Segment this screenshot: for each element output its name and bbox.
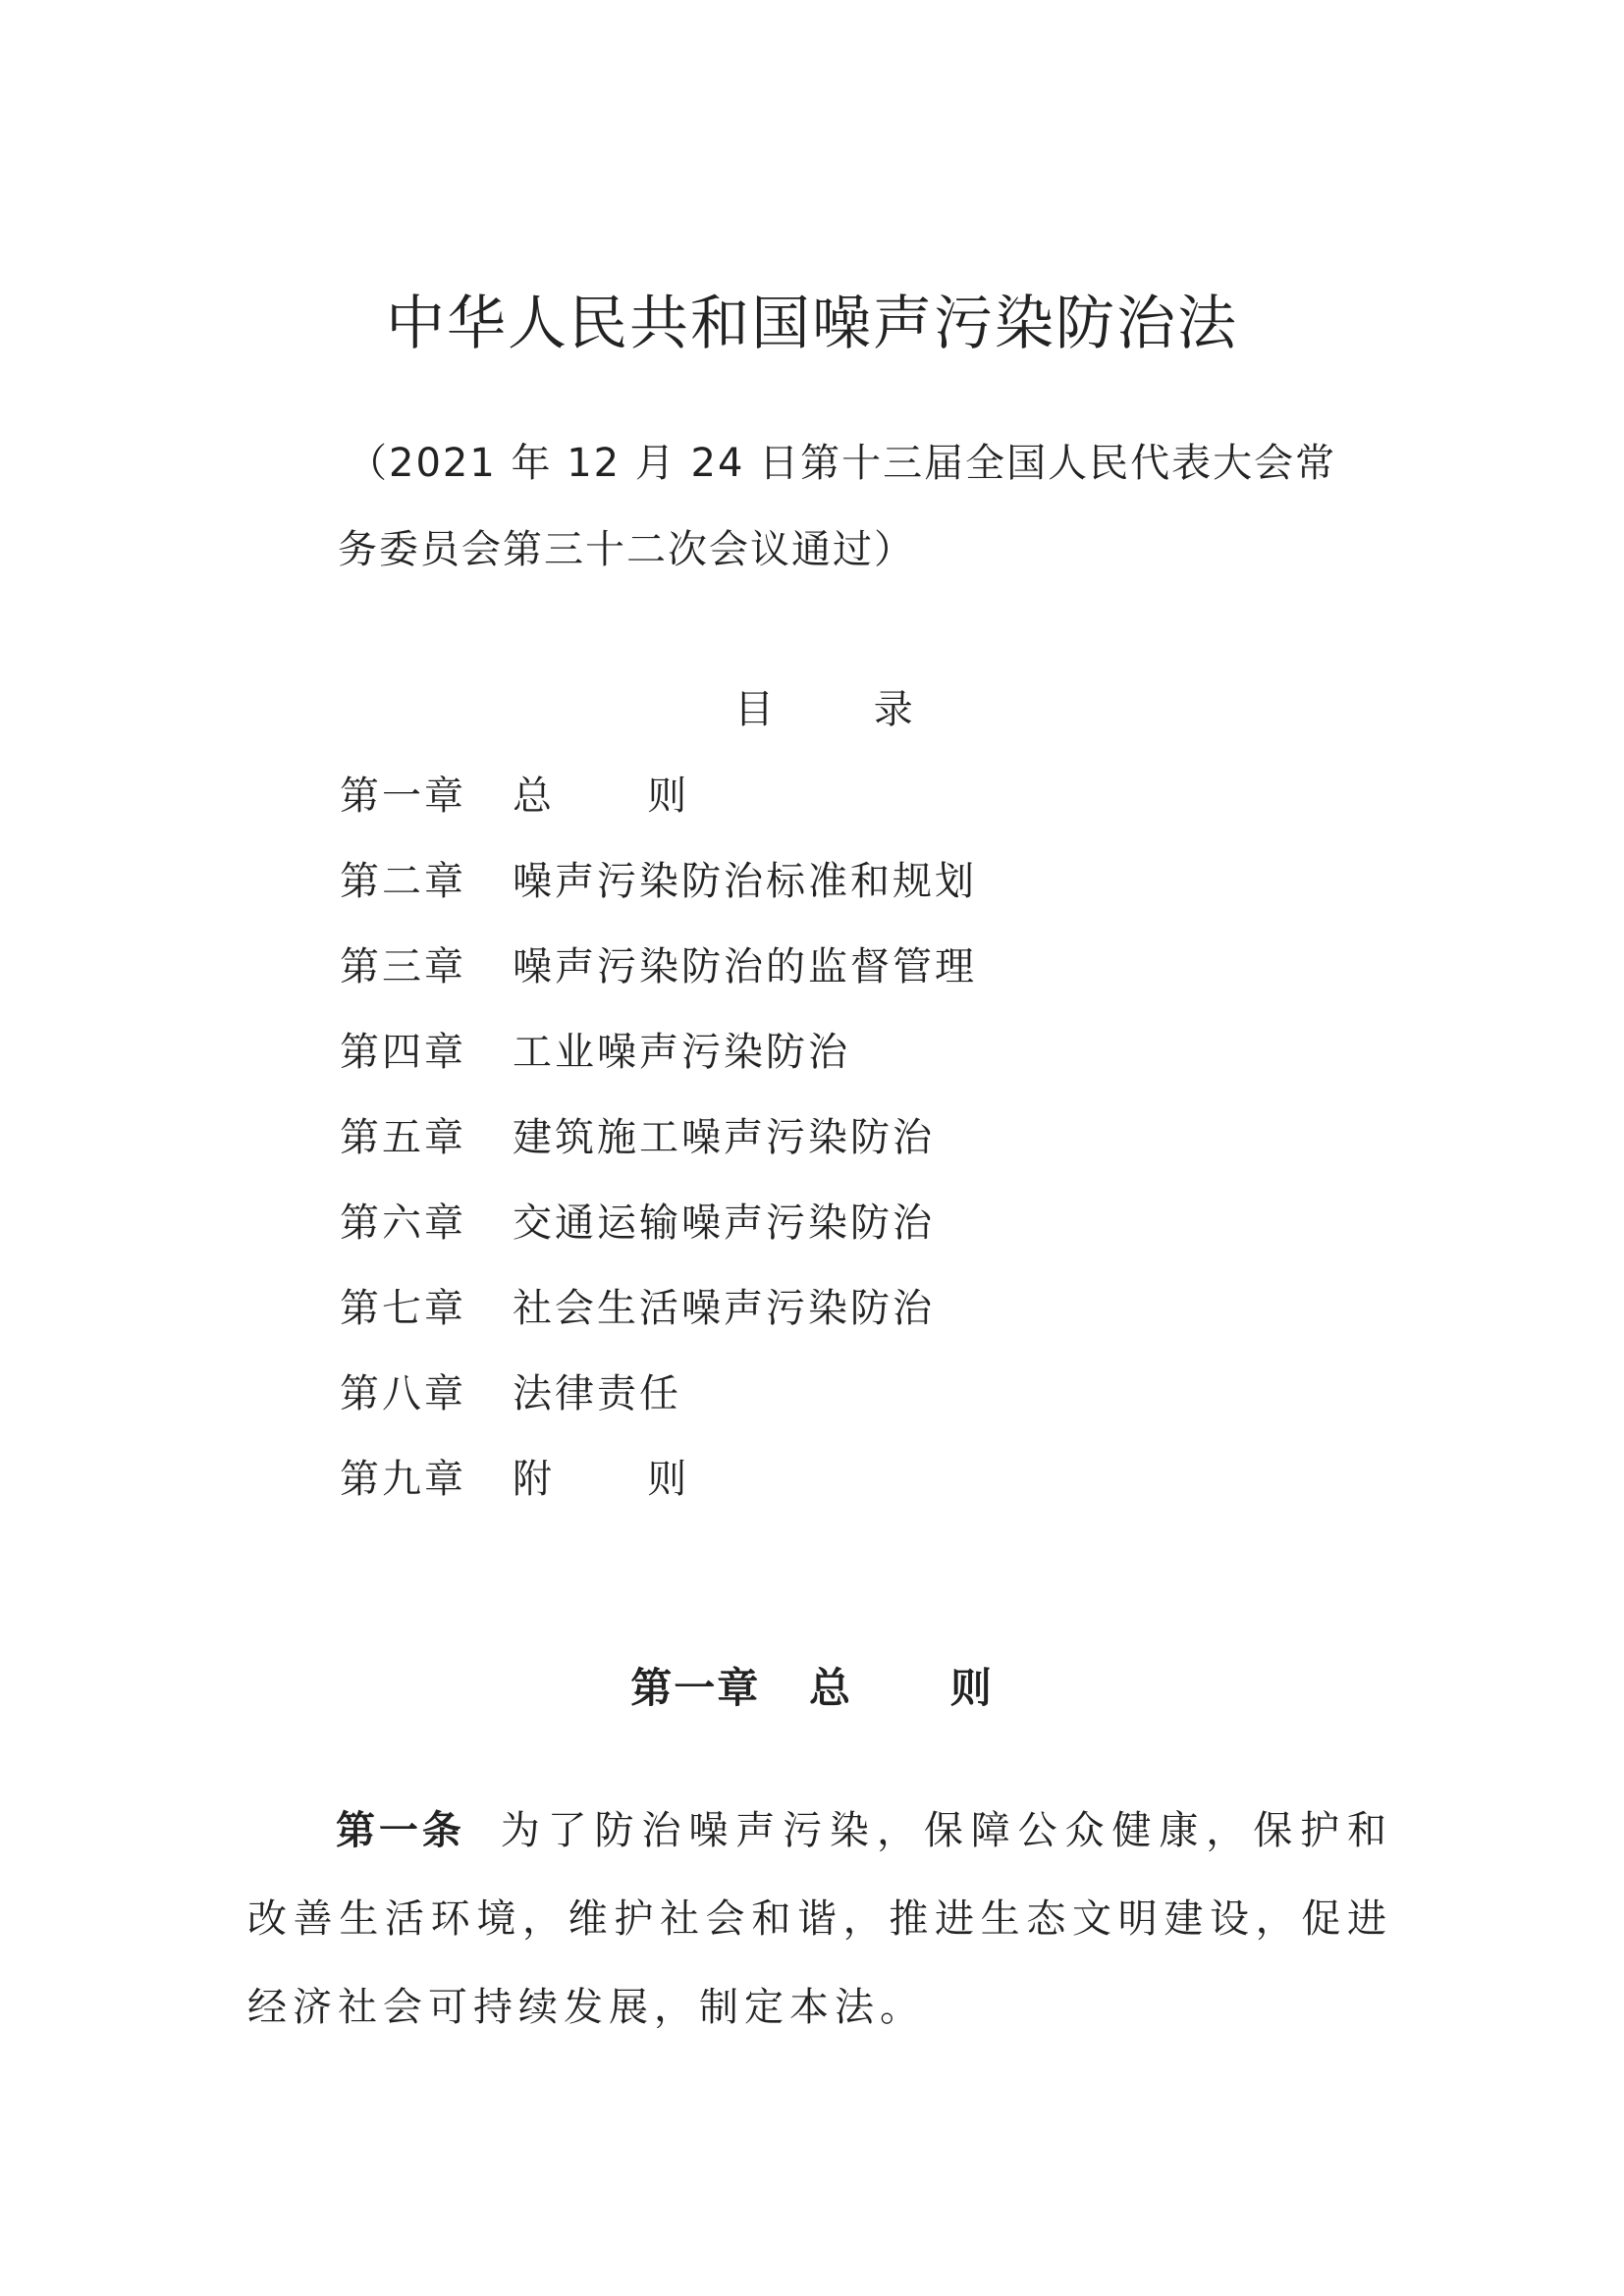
toc-chapter-number: 第五章 <box>340 1115 466 1160</box>
toc-chapter-title: 附 则 <box>513 1457 690 1502</box>
toc-item-chapter-1 <box>340 769 977 854</box>
toc-chapter-number: 第四章 <box>340 1030 466 1075</box>
toc-chapter-title: 法律责任 <box>513 1371 681 1416</box>
toc-heading: 目 录 <box>734 687 913 732</box>
toc-chapter-number: 第七章 <box>340 1286 466 1331</box>
toc-item-chapter-2 <box>340 854 977 939</box>
adoption-note-line-1: （2021 年 12 月 24 日第十三届全国人民代表大会常 <box>348 441 1337 486</box>
article-text: 为了防治噪声污染，保障公众健康，保护和改善生活环境，维护社会和谐，推进生态文明建设，促进经济社会可持续发展，制定本法。 <box>247 1808 1393 2030</box>
toc-chapter-number: 第八章 <box>340 1371 466 1416</box>
toc-chapter-number: 第六章 <box>340 1201 466 1246</box>
toc-item-chapter-6 <box>340 1196 977 1281</box>
article-paragraph <box>247 1787 1392 2052</box>
toc-item-chapter-3 <box>340 939 977 1025</box>
adoption-note-line-2: 务委员会第三十二次会议通过） <box>338 527 915 572</box>
toc-item-chapter-7 <box>340 1281 977 1366</box>
toc-chapter-number: 第九章 <box>340 1457 466 1502</box>
toc-item-chapter-5 <box>340 1110 977 1196</box>
chapter-heading: 第一章 总 则 <box>630 1663 994 1712</box>
toc-chapter-title: 社会生活噪声污染防治 <box>513 1286 935 1331</box>
toc-chapter-title: 噪声污染防治的监督管理 <box>513 944 977 989</box>
toc-chapter-title: 建筑施工噪声污染防治 <box>513 1115 935 1160</box>
toc-chapter-title: 总 则 <box>513 774 690 819</box>
toc-chapter-number: 第三章 <box>340 944 466 989</box>
table-of-contents <box>340 769 977 1537</box>
article-number: 第一条 <box>336 1808 465 1853</box>
document-title: 中华人民共和国噪声污染防治法 <box>386 290 1238 359</box>
toc-chapter-title: 工业噪声污染防治 <box>513 1030 850 1075</box>
toc-chapter-title: 噪声污染防治标准和规划 <box>513 859 977 904</box>
toc-item-chapter-8 <box>340 1366 977 1452</box>
toc-chapter-number: 第二章 <box>340 859 466 904</box>
toc-chapter-number: 第一章 <box>340 774 466 819</box>
toc-item-chapter-9 <box>340 1452 977 1537</box>
adoption-note <box>338 420 1337 593</box>
toc-chapter-title: 交通运输噪声污染防治 <box>513 1201 935 1246</box>
toc-item-chapter-4 <box>340 1025 977 1110</box>
